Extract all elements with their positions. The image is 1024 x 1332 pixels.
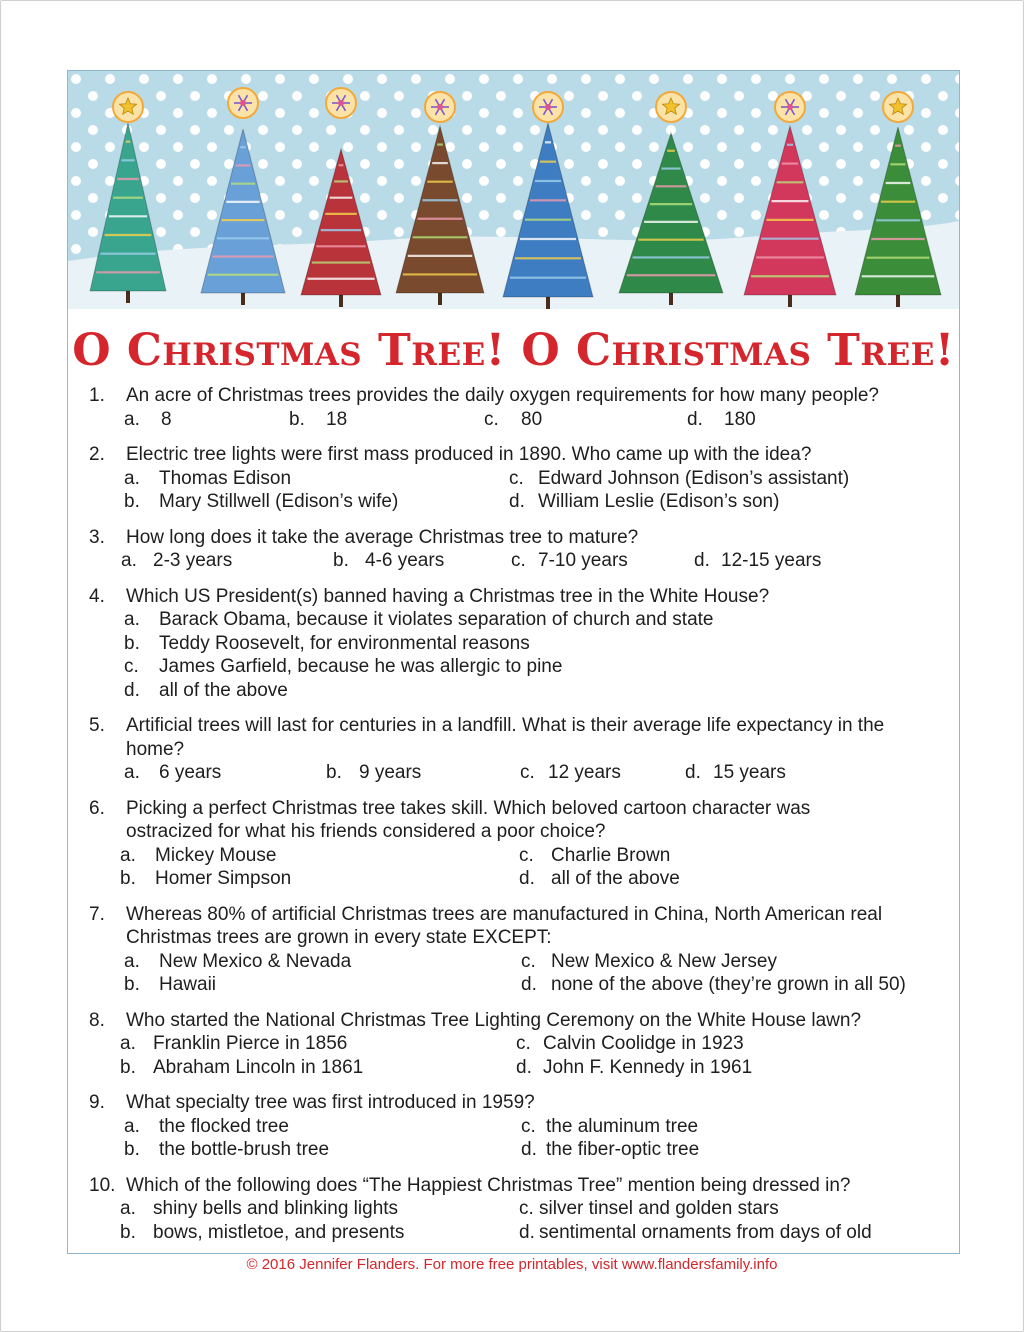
question-text-line: What specialty tree was first introduced in 1959? [126, 1092, 535, 1113]
options-row [89, 1197, 939, 1221]
option-letter: a. [124, 762, 140, 783]
option-letter: a. [120, 1033, 136, 1054]
options-row [89, 867, 939, 891]
option-letter: a. [120, 844, 136, 866]
question-text [89, 820, 939, 844]
quiz-questions [89, 384, 939, 1244]
option-letter: b. [124, 1139, 140, 1160]
answer-option: New Mexico & Nevada [159, 950, 352, 972]
answer-option: Abraham Lincoln in 1861 [153, 1056, 364, 1078]
answer-option: John F. Kennedy in 1961 [543, 1056, 753, 1078]
question-text-line: home? [126, 738, 185, 760]
answer-option: Thomas Edison [159, 467, 292, 489]
option-letter: d. [516, 1056, 532, 1078]
answer-option: 6 years [159, 762, 222, 783]
option-letter: d. [521, 1139, 537, 1160]
question-text [89, 384, 939, 408]
options-row [89, 608, 939, 632]
question-4 [89, 585, 939, 703]
answer-option: shiny bells and blinking lights [153, 1198, 399, 1219]
question-7 [89, 903, 939, 997]
question-number: 5. [89, 715, 105, 736]
answer-option: Teddy Roosevelt, for environmental reasons [159, 632, 530, 654]
question-text-line: ostracized for what his friends considered a poor choice? [126, 821, 606, 842]
snowflake-center [240, 100, 246, 106]
answer-option: the flocked tree [159, 1115, 289, 1137]
option-letter: a. [120, 1198, 136, 1219]
options-row [89, 761, 939, 785]
question-1 [89, 384, 939, 431]
answer-option: Mickey Mouse [155, 844, 277, 866]
option-letter: d. [124, 679, 140, 701]
option-letter: c. [509, 467, 524, 489]
question-text [89, 1009, 939, 1033]
option-letter: b. [289, 408, 305, 430]
option-letter: b. [124, 632, 140, 654]
answer-option: all of the above [159, 679, 288, 701]
question-text [89, 585, 939, 609]
options-row [89, 950, 939, 974]
tree-trunk [896, 295, 900, 307]
question-text [89, 903, 939, 927]
question-number: 2. [89, 444, 105, 465]
option-letter: d. [519, 868, 535, 889]
options-row [89, 632, 939, 656]
question-text-line: Picking a perfect Christmas tree takes skill. Which beloved cartoon character was [126, 797, 811, 819]
question-text [89, 1091, 939, 1115]
options-row [89, 408, 939, 432]
option-letter: b. [120, 868, 136, 889]
option-letter: d. [687, 408, 703, 430]
question-9 [89, 1091, 939, 1162]
answer-option: silver tinsel and golden stars [539, 1198, 779, 1219]
question-number: 4. [89, 585, 105, 607]
tree-trunk [339, 295, 343, 307]
answer-option: Calvin Coolidge in 1923 [543, 1033, 744, 1054]
question-number: 10. [89, 1174, 116, 1196]
tree-trunk [241, 293, 245, 305]
option-letter: a. [124, 950, 140, 972]
question-text-line: Christmas trees are grown in every state EXCEPT: [126, 927, 552, 948]
answer-option: 12-15 years [721, 550, 822, 571]
option-letter: c. [511, 550, 526, 571]
snowflake-center [437, 104, 443, 110]
answer-option: 9 years [359, 762, 422, 783]
option-letter: b. [333, 550, 349, 571]
option-letter: c. [124, 656, 139, 677]
answer-option: bows, mistletoe, and presents [153, 1221, 405, 1243]
question-5 [89, 714, 939, 785]
answer-option: 80 [521, 408, 543, 430]
question-text-line: Which US President(s) banned having a Christmas tree in the White House? [126, 585, 770, 607]
answer-option: William Leslie (Edison’s son) [538, 491, 780, 512]
answer-option: 12 years [548, 762, 621, 783]
snowflake-center [787, 104, 793, 110]
tree-trunk [669, 293, 673, 305]
options-row [89, 655, 939, 679]
options-row [89, 1138, 939, 1162]
question-number: 1. [89, 385, 105, 406]
snowflake-center [338, 100, 344, 106]
option-letter: d. [509, 491, 525, 512]
snowflake-center [545, 104, 551, 110]
answer-option: New Mexico & New Jersey [551, 950, 777, 972]
options-row [89, 844, 939, 868]
option-letter: b. [124, 974, 140, 995]
answer-option: Franklin Pierce in 1856 [153, 1033, 348, 1054]
tree-trunk [788, 295, 792, 307]
answer-option: the aluminum tree [546, 1115, 699, 1137]
question-text-line: Who started the National Christmas Tree Lighting Ceremony on the White House lawn? [126, 1009, 862, 1031]
options-row [89, 490, 939, 514]
question-3 [89, 526, 939, 573]
question-text-line: Electric tree lights were first mass produced in 1890. Who came up with the idea? [126, 444, 812, 465]
option-letter: a. [124, 1115, 140, 1137]
option-letter: b. [120, 1221, 136, 1243]
option-letter: b. [124, 491, 140, 512]
option-letter: a. [124, 609, 140, 630]
question-number: 7. [89, 903, 105, 925]
question-6 [89, 797, 939, 891]
answer-option: 8 [161, 408, 172, 430]
option-letter: d. [694, 550, 710, 571]
option-letter: c. [516, 1033, 531, 1054]
option-letter: a. [124, 408, 140, 430]
answer-option: 180 [724, 408, 756, 430]
answer-option: Hawaii [159, 974, 217, 995]
answer-option: sentimental ornaments from days of old [539, 1221, 872, 1243]
christmas-tree-banner [68, 71, 959, 309]
question-text [89, 443, 939, 467]
question-number: 6. [89, 797, 105, 819]
option-letter: a. [121, 550, 137, 571]
question-text-line: How long does it take the average Christmas tree to mature? [126, 526, 639, 548]
answer-option: 18 [326, 408, 348, 430]
question-text [89, 714, 939, 738]
option-letter: c. [520, 762, 535, 783]
question-text [89, 926, 939, 950]
page-title: O Christmas Tree! O Christmas Tree! [72, 325, 955, 376]
options-row [89, 467, 939, 491]
answer-option: 2-3 years [153, 550, 233, 571]
question-8 [89, 1009, 939, 1080]
answer-option: 15 years [713, 762, 786, 783]
answer-option: the bottle-brush tree [159, 1139, 330, 1160]
question-text-line: Artificial trees will last for centuries in a landfill. What is their average life expectancy in the [126, 715, 885, 736]
answer-option: Edward Johnson (Edison’s assistant) [538, 467, 850, 489]
option-letter: c. [484, 408, 499, 430]
options-row [89, 549, 939, 573]
options-row [89, 1221, 939, 1245]
question-number: 8. [89, 1009, 105, 1031]
question-text-line: Which of the following does “The Happiest Christmas Tree” mention being dressed in? [126, 1174, 851, 1196]
answer-option: none of the above (they’re grown in all 50) [551, 974, 906, 995]
question-text [89, 797, 939, 821]
answer-option: all of the above [551, 868, 680, 889]
option-letter: c. [521, 1115, 536, 1137]
question-number: 9. [89, 1092, 105, 1113]
options-row [89, 1056, 939, 1080]
option-letter: c. [519, 844, 534, 866]
question-text-line: An acre of Christmas trees provides the daily oxygen requirements for how many people? [126, 385, 879, 406]
answer-option: 4-6 years [365, 550, 445, 571]
option-letter: d. [521, 974, 537, 995]
tree-trunk [546, 297, 550, 309]
answer-option: Homer Simpson [155, 868, 292, 889]
options-row [89, 1115, 939, 1139]
question-text-line: Whereas 80% of artificial Christmas trees are manufactured in China, North American real [126, 903, 883, 925]
options-row [89, 679, 939, 703]
question-number: 3. [89, 526, 105, 548]
answer-option: Mary Stillwell (Edison’s wife) [159, 491, 399, 512]
tree-trunk [438, 293, 442, 305]
option-letter: d. [519, 1221, 535, 1243]
option-letter: a. [124, 467, 140, 489]
option-letter: c. [521, 950, 536, 972]
answer-option: 7-10 years [538, 550, 628, 571]
question-text [89, 526, 939, 550]
tree-banner-art [68, 71, 959, 309]
options-row [89, 1032, 939, 1056]
answer-option: James Garfield, because he was allergic to pine [159, 656, 563, 677]
tree-trunk [126, 291, 130, 303]
answer-option: the fiber-optic tree [546, 1139, 700, 1160]
question-text [89, 738, 939, 762]
answer-option: Barack Obama, because it violates separation of church and state [159, 609, 714, 630]
question-2 [89, 443, 939, 514]
option-letter: b. [120, 1056, 136, 1078]
answer-option: Charlie Brown [551, 844, 671, 866]
option-letter: b. [326, 762, 342, 783]
copyright-footer: © 2016 Jennifer Flanders. For more free printables, visit www.flandersfamily.info [246, 1256, 778, 1273]
option-letter: d. [685, 762, 701, 783]
question-10 [89, 1174, 939, 1245]
options-row [89, 973, 939, 997]
question-text [89, 1174, 939, 1198]
option-letter: c. [519, 1198, 534, 1219]
